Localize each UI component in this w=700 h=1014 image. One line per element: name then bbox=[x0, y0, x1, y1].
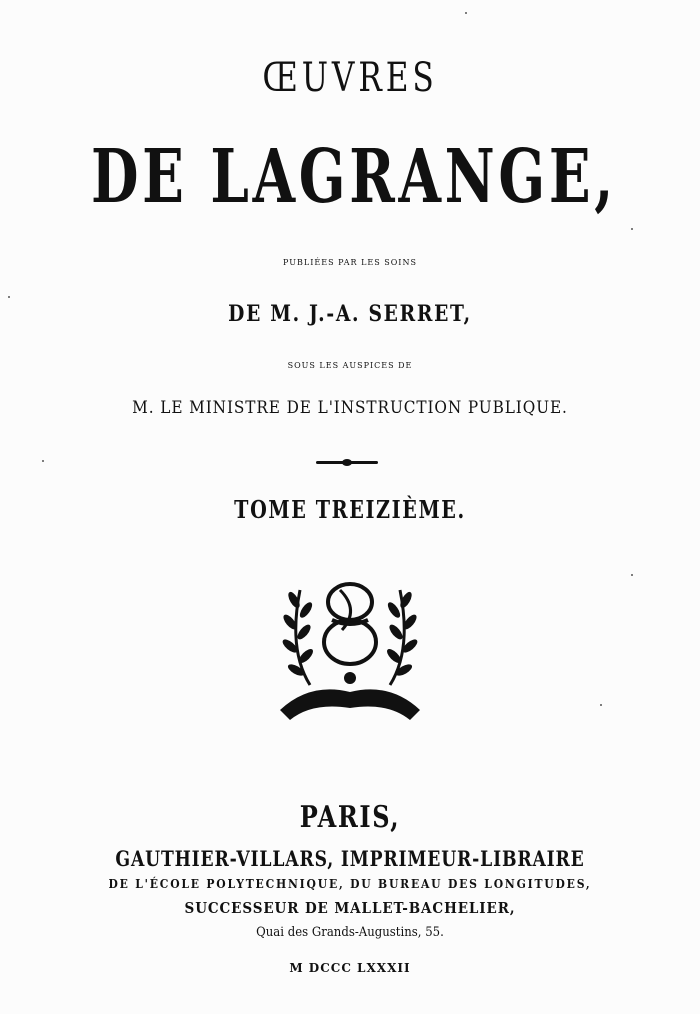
editor-name: DE M. J.-A. SERRET, bbox=[228, 301, 472, 327]
ornamental-rule bbox=[316, 461, 378, 464]
title-line-2: DE LAGRANGE, bbox=[91, 134, 618, 220]
ribbon-icon bbox=[280, 672, 420, 720]
scan-speck bbox=[42, 460, 44, 462]
auspices-text: SOUS LES AUSPICES DE bbox=[287, 361, 413, 370]
imprint-publisher: GAUTHIER-VILLARS, IMPRIMEUR-LIBRAIRE bbox=[115, 846, 585, 871]
scan-speck bbox=[600, 704, 602, 706]
volume-label: TOME TREIZIÈME. bbox=[234, 495, 466, 524]
scan-speck bbox=[8, 296, 10, 298]
scan-speck bbox=[465, 12, 467, 14]
imprint-school: DE L'ÉCOLE POLYTECHNIQUE, DU BUREAU DES LONGITUDES, bbox=[108, 877, 592, 891]
imprint-city: PARIS, bbox=[299, 800, 401, 835]
published-by-text: PUBLIÉES PAR LES SOINS bbox=[283, 258, 417, 267]
imprint-year: M DCCC LXXXII bbox=[289, 961, 411, 975]
laurel-left-icon bbox=[281, 590, 316, 685]
imprint-address: Quai des Grands-Augustins, 55. bbox=[256, 925, 444, 940]
laurel-right-icon bbox=[385, 590, 420, 685]
monogram-icon bbox=[324, 584, 376, 664]
minister-text: M. LE MINISTRE DE L'INSTRUCTION PUBLIQUE. bbox=[132, 398, 568, 418]
laurel-monogram-icon bbox=[270, 570, 430, 730]
scan-speck bbox=[631, 574, 633, 576]
imprint-successor: SUCCESSEUR DE MALLET-BACHELIER, bbox=[184, 899, 516, 917]
title-line-1: ŒUVRES bbox=[262, 55, 438, 101]
scan-speck bbox=[631, 228, 633, 230]
